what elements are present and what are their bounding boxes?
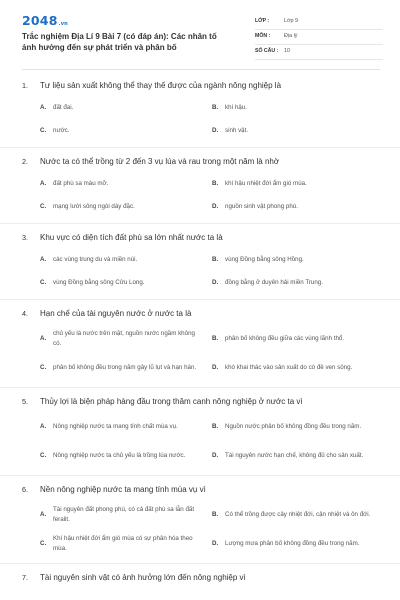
- option-text: nước.: [53, 126, 70, 134]
- option-letter: B.: [212, 256, 219, 263]
- question-text: Khu vực có diện tích đất phù sa lớn nhất nước ta là: [40, 233, 223, 242]
- meta-key: LỚP :: [255, 18, 270, 24]
- answer-option[interactable]: [212, 327, 384, 356]
- question-item: [0, 388, 400, 476]
- option-text: đồng bằng ở duyên hải miền Trung.: [225, 278, 323, 286]
- option-letter: C.: [40, 540, 47, 547]
- answer-option[interactable]: [40, 532, 212, 561]
- option-letter: C.: [40, 127, 47, 134]
- option-letter: D.: [212, 127, 219, 134]
- meta-value: Lớp 9: [284, 18, 299, 24]
- answer-option[interactable]: [212, 532, 384, 561]
- answer-option[interactable]: [212, 122, 384, 145]
- answer-option[interactable]: [40, 274, 212, 297]
- option-text: Nông nghiệp nước ta mang tính chất mùa vụ.: [53, 422, 178, 430]
- question-text: Tài nguyên sinh vật có ảnh hưởng lớn đến nông nghiệp vì: [40, 573, 246, 582]
- question-item: [0, 224, 400, 300]
- question-number: 2.: [22, 157, 28, 166]
- option-text: Nông nghiệp nước ta chủ yếu là trồng lúa nước.: [53, 451, 186, 459]
- question-item: [0, 72, 400, 148]
- option-letter: D.: [212, 203, 219, 210]
- answer-option[interactable]: [40, 175, 212, 198]
- question-number: 3.: [22, 233, 28, 242]
- question-number: 1.: [22, 81, 28, 90]
- option-text: vùng Đồng bằng sông Hồng.: [225, 255, 304, 263]
- answer-option[interactable]: [212, 444, 384, 473]
- site-logo[interactable]: 2048.vn: [22, 13, 68, 28]
- option-text: nguồn sinh vật phong phú.: [225, 202, 298, 210]
- option-letter: D.: [212, 364, 219, 371]
- option-text: phân bố không đều trong năm gây lũ lụt và hạn hán.: [53, 363, 197, 371]
- answer-option[interactable]: [40, 198, 212, 221]
- option-letter: B.: [212, 511, 219, 518]
- question-item: [0, 564, 400, 583]
- question-text: Tư liệu sản xuất không thể thay thế được của ngành nông nghiệp là: [40, 81, 282, 90]
- option-letter: D.: [212, 452, 219, 459]
- answer-option[interactable]: [40, 356, 212, 385]
- header-divider: [22, 69, 380, 70]
- answer-option[interactable]: [40, 122, 212, 145]
- meta-key: SỐ CÂU :: [255, 48, 279, 54]
- option-text: Lượng mưa phân bố không đồng đều trong năm.: [225, 539, 360, 547]
- option-letter: A.: [40, 104, 47, 111]
- option-text: chủ yếu là nước trên mặt, nguồn nước ngầm không có.: [53, 329, 195, 347]
- question-list: [0, 72, 400, 591]
- question-text: Hạn chế của tài nguyên nước ở nước ta là: [40, 309, 192, 318]
- meta-value: 10: [284, 48, 290, 54]
- option-letter: A.: [40, 423, 47, 430]
- answer-option[interactable]: [40, 503, 212, 532]
- question-number: 5.: [22, 397, 28, 406]
- answer-option[interactable]: [40, 251, 212, 274]
- answer-option[interactable]: [40, 327, 212, 356]
- document-meta: [255, 15, 383, 60]
- answer-option[interactable]: [212, 503, 384, 532]
- option-text: khí hậu nhiệt đới ẩm gió mùa.: [225, 179, 307, 187]
- meta-row-class: [255, 15, 383, 30]
- option-letter: B.: [212, 104, 219, 111]
- answer-option[interactable]: [40, 444, 212, 473]
- answer-option[interactable]: [212, 415, 384, 444]
- option-text: vùng Đồng bằng sông Cửu Long.: [53, 278, 145, 286]
- meta-key: MÔN :: [255, 33, 271, 39]
- option-letter: A.: [40, 256, 47, 263]
- question-number: 4.: [22, 309, 28, 318]
- option-text: đất đai.: [53, 103, 74, 111]
- option-letter: A.: [40, 180, 47, 187]
- option-text: Tài nguyên nước hạn chế, không đủ cho sản xuất.: [225, 451, 364, 459]
- option-text: khí hậu.: [225, 103, 248, 111]
- answer-option[interactable]: [212, 251, 384, 274]
- option-text: đất phù sa màu mỡ.: [53, 179, 109, 187]
- answer-option[interactable]: [212, 175, 384, 198]
- question-item: [0, 300, 400, 388]
- option-letter: C.: [40, 364, 47, 371]
- answer-option[interactable]: [40, 415, 212, 444]
- option-letter: A.: [40, 511, 47, 518]
- site-logo-suffix: .vn: [58, 21, 68, 27]
- answer-option[interactable]: [212, 274, 384, 297]
- option-text: Tài nguyên đất phong phú, có cả đất phù sa lẫn đất feralit.: [53, 505, 195, 523]
- page-title: Trắc nghiệm Địa Lí 9 Bài 7 (có đáp án): Các nhân tố ảnh hưởng đến sự phát triển và phân bố: [22, 32, 217, 52]
- question-number: 7.: [22, 573, 28, 582]
- question-text: Nền nông nghiệp nước ta mang tính mùa vụ vì: [40, 485, 206, 494]
- option-letter: A.: [40, 335, 47, 342]
- meta-row-subject: [255, 30, 383, 45]
- option-text: Có thể trồng được cây nhiệt đới, cận nhiệt và ôn đới.: [225, 510, 371, 518]
- question-item: [0, 476, 400, 564]
- option-letter: D.: [212, 279, 219, 286]
- answer-option[interactable]: [212, 356, 384, 385]
- option-text: mạng lưới sông ngòi dày đặc.: [53, 202, 135, 210]
- question-text: Nước ta có thể trồng từ 2 đến 3 vụ lúa và rau trong một năm là nhờ: [40, 157, 280, 166]
- answer-option[interactable]: [40, 99, 212, 122]
- option-text: Khí hậu nhiệt đới ẩm gió mùa có sự phân hóa theo mùa.: [53, 534, 193, 552]
- option-letter: C.: [40, 452, 47, 459]
- option-text: sinh vật.: [225, 126, 249, 134]
- option-letter: D.: [212, 540, 219, 547]
- option-text: các vùng trung du và miền núi.: [53, 255, 138, 263]
- question-text: Thủy lợi là biện pháp hàng đầu trong thâm canh nông nghiệp ở nước ta vì: [40, 397, 303, 406]
- option-letter: B.: [212, 180, 219, 187]
- option-letter: B.: [212, 423, 219, 430]
- question-number: 6.: [22, 485, 28, 494]
- document-header: [0, 0, 400, 64]
- meta-row-question-count: [255, 45, 383, 60]
- question-item: [0, 148, 400, 224]
- answer-option[interactable]: [212, 198, 384, 221]
- option-text: Nguồn nước phân bố không đồng đều trong năm.: [225, 422, 362, 430]
- option-text: khó khai thác vào sản xuất do có đê ven sông.: [225, 363, 353, 371]
- answer-option[interactable]: [212, 99, 384, 122]
- option-letter: C.: [40, 203, 47, 210]
- option-letter: B.: [212, 335, 219, 342]
- option-letter: C.: [40, 279, 47, 286]
- option-text: phân bố không đều giữa các vùng lãnh thổ.: [225, 334, 345, 342]
- meta-value: Địa lý: [284, 33, 298, 39]
